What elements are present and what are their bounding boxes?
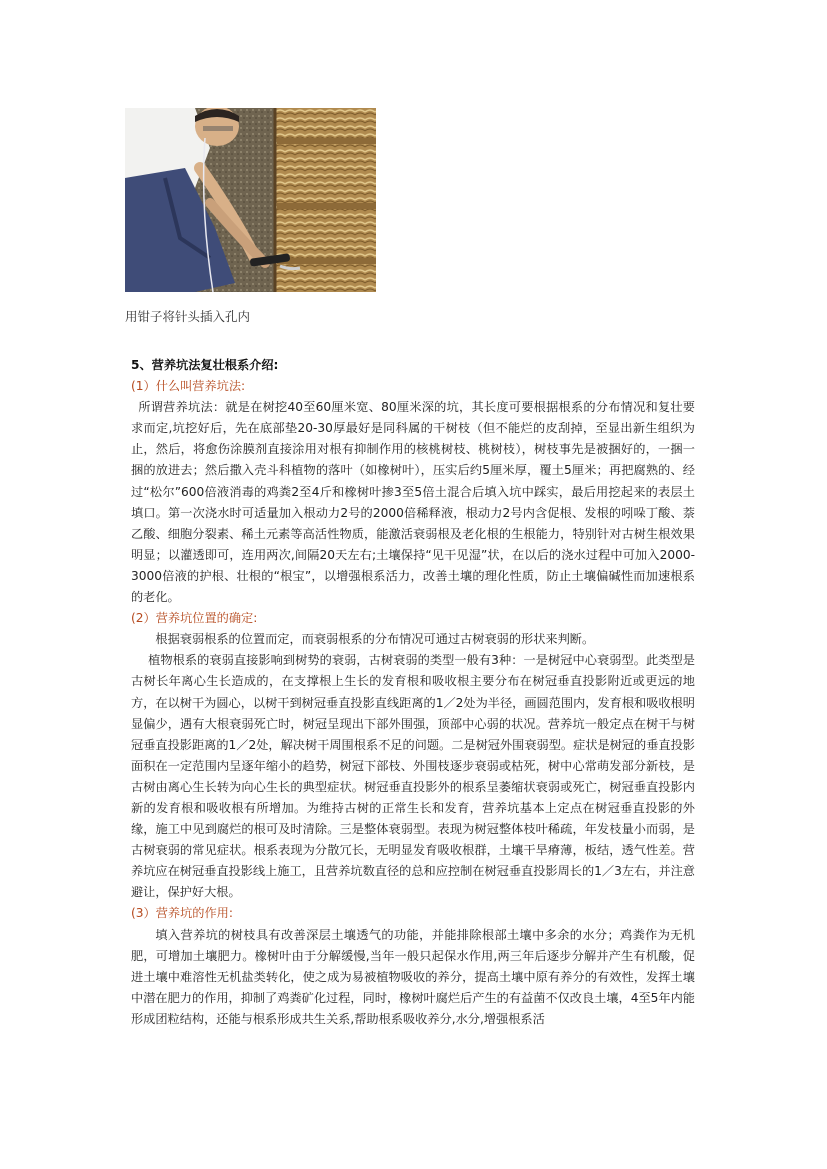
paragraph-4: 填入营养坑的树枝具有改善深层土壤透气的功能，并能排除根部土壤中多余的水分；鸡粪作为无机肥，可增加土壤肥力。橡树叶由于分解缓慢,当年一般只起保水作用,两三年后逐步分解并产生有机酸，促进土壤中难溶性无机盐类转化，使之成为易被植物吸收的养分，提高土壤中原有养分的有效性，发挥土壤中潜在肥力的作用，抑制了鸡粪矿化过程，同时，橡树叶腐烂后产生的有益菌不仅改良土壤，4至5年内能形成团粒结构，还能与根系形成共生关系,帮助根系吸收养分,水分,增强根系活 xyxy=(131,927,695,1026)
worker-photo xyxy=(125,108,376,292)
subheading-1: (1）什么叫营养坑法: xyxy=(131,379,246,394)
paragraph-3: 植物根系的衰弱直接影响到树势的衰弱，古树衰弱的类型一般有3种：一是树冠中心衰弱型。此类型是古树长年离心生长造成的，在支撑根上生长的发育根和吸收根主要分布在树冠垂直投影附近或更远的地方，在以树干为圆心，以树干到树冠垂直投影直线距离的1／2处为半径，画圆范围内，发育根和吸收根明显偏少，遇有大根衰弱死亡时，树冠呈现出下部外围强，顶部中心弱的状况。营养坑一般定点在树干与树冠垂直投影距离的1／2处，解决树干周围根系不足的问题。二是树冠外围衰弱型。症状是树冠的垂直投影面积在一定范围内呈逐年缩小的趋势，树冠下部枝、外围枝逐步衰弱或枯死，树中心常萌发部分新枝，是古树由离心生长转为向心生长的典型症状。树冠垂直投影外的根系呈萎缩状衰弱或死亡，树冠垂直投影内新的发育根和吸收根有所增加。为维持古树的正常生长和发育，营养坑基本上定点在树冠垂直投影的外缘，施工中见到腐烂的根可及时清除。三是整体衰弱型。表现为树冠整体枝叶稀疏，年发枝量小而弱，是古树衰弱的常见症状。根系表现为分散冗长，无明显发育吸收根群，土壤干旱瘠薄，板结，透气性差。营养坑应在树冠垂直投影线上施工，且营养坑数直径的总和应控制在树冠垂直投影周长的1／3左右，并注意避让，保护好大根。 xyxy=(131,653,695,900)
photo-worker-inserting-needle-icon xyxy=(125,108,376,292)
paragraph-1: 所谓营养坑法：就是在树挖40至60厘米宽、80厘米深的坑，其长度可要根据根系的分布情况和复壮要求而定,坑挖好后，先在底部垫20-30厚最好是同科属的干树枝（但不能烂的皮刮掉，至显出新生组织为止，然后，将愈伤涂膜剂直接涂用对根有抑制作用的核桃树枝、桃树枝），树枝事先是被捆好的，一捆一捆的放进去；然后撒入壳斗科植物的落叶（如橡树叶），压实后约5厘米厚，覆土5厘米；再把腐熟的、经过“松尔”600倍液消毒的鸡粪2至4斤和橡树叶掺3至5倍土混合后填入坑中踩实，最后用挖起来的表层土填口。第一次浇水时可适量加入根动力2号的2000倍稀释液，根动力2号内含促根、发根的吲哚丁酸、萘乙酸、细胞分裂素、稀土元素等高活性物质，能激活衰弱根及老化根的生根能力，特别针对古树生根效果明显；以灌透即可，连用两次,间隔20天左右;土壤保持“见干见湿”状，在以后的浇水过程中可加入2000-3000倍液的护根、壮根的“根宝”，以增强根系活力，改善土壤的理化性质，防止土壤偏碱性而加速根系的老化。 xyxy=(131,400,695,605)
paragraph-2: 根据衰弱根系的位置而定，而衰弱根系的分布情况可通过古树衰弱的形状来判断。 xyxy=(155,632,595,647)
section-title: 5、营养坑法复壮根系介绍: xyxy=(131,358,279,372)
article-body xyxy=(131,355,695,1030)
subheading-2: (2）营养坑位置的确定: xyxy=(131,611,258,626)
subheading-3: (3）营养坑的作用: xyxy=(131,906,233,921)
photo-caption: 用钳子将针头插入孔内 xyxy=(125,309,251,324)
